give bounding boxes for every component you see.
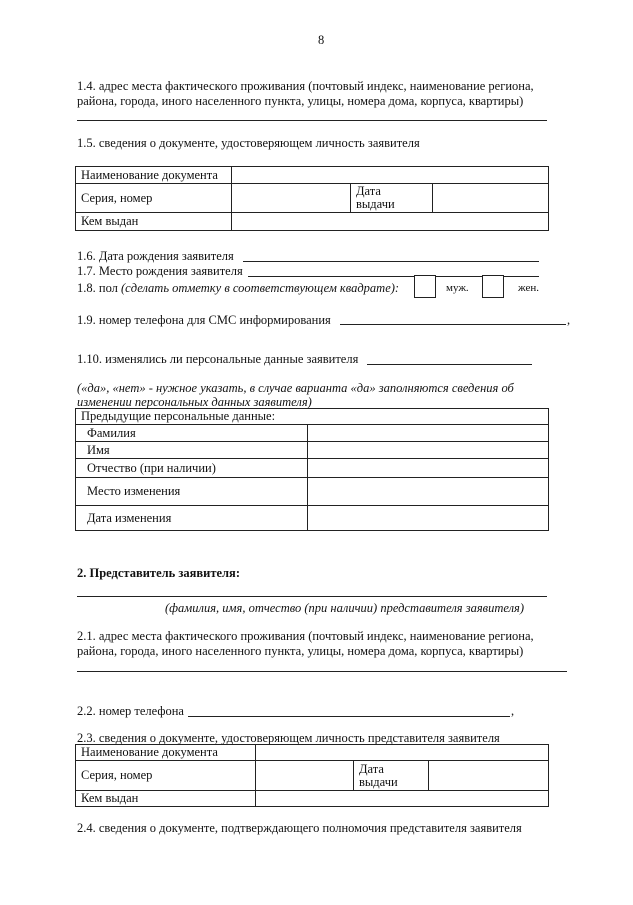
surname-label: Фамилия — [76, 425, 308, 442]
name-field[interactable] — [308, 442, 549, 459]
date-change-field[interactable] — [308, 506, 549, 531]
data-changed-note-line-1: («да», «нет» - нужное указать, в случае варианта «да» заполняются сведения об — [77, 381, 514, 395]
data-changed-fill-line[interactable] — [367, 364, 532, 365]
gender-hint: (сделать отметку в соответствующем квадрате): — [121, 281, 400, 295]
rep-series-number-label: Серия, номер — [76, 761, 256, 791]
section-1-4-line-2: района, города, иного населенного пункта, улицы, номера дома, корпуса, квартиры) — [77, 94, 524, 108]
section-2-1-line-2: района, города, иного населенного пункта, улицы, номера дома, корпуса, квартиры) — [77, 644, 524, 658]
male-checkbox[interactable] — [414, 275, 436, 298]
representative-id-document-table — [75, 744, 549, 807]
data-changed-label: 1.10. изменялись ли персональные данные заявителя — [77, 352, 359, 366]
section-2-1-line-1: 2.1. адрес места фактического проживания (почтовый индекс, наименование региона, — [77, 629, 534, 643]
surname-field[interactable] — [308, 425, 549, 442]
doc-name-label: Наименование документа — [76, 167, 232, 184]
series-number-label: Серия, номер — [76, 184, 232, 213]
rep-phone-fill-line[interactable] — [188, 716, 510, 717]
rep-address-fill-line[interactable] — [77, 671, 567, 672]
issue-date-label: Дата выдачи — [351, 184, 433, 213]
birth-date-label: 1.6. Дата рождения заявителя — [77, 249, 234, 263]
rep-phone-comma: , — [511, 704, 515, 718]
birth-date-fill-line[interactable] — [243, 261, 539, 262]
rep-phone-label: 2.2. номер телефона — [77, 704, 184, 718]
rep-issue-date-label: Дата выдачи — [354, 761, 429, 791]
data-changed-note-line-2: изменении персональных данных заявителя) — [77, 395, 312, 409]
sms-phone-label: 1.9. номер телефона для СМС информирования — [77, 313, 331, 327]
rep-issue-date-field[interactable] — [429, 761, 549, 791]
rep-doc-name-field[interactable] — [256, 745, 549, 761]
female-checkbox[interactable] — [482, 275, 504, 298]
sms-phone-fill-line[interactable] — [340, 324, 566, 325]
doc-name-field[interactable] — [232, 167, 549, 184]
female-label: жен. — [518, 282, 539, 294]
name-label: Имя — [76, 442, 308, 459]
patronymic-field[interactable] — [308, 459, 549, 478]
date-change-label: Дата изменения — [76, 506, 308, 531]
section-2-3-heading: 2.3. сведения о документе, удостоверяющем личность представителя заявителя — [77, 731, 500, 745]
place-change-field[interactable] — [308, 478, 549, 506]
rep-series-number-field[interactable] — [256, 761, 354, 791]
place-change-label: Место изменения — [76, 478, 308, 506]
representative-caption: (фамилия, имя, отчество (при наличии) представителя заявителя) — [165, 601, 525, 615]
issued-by-field[interactable] — [232, 213, 549, 231]
page-number: 8 — [318, 33, 325, 47]
previous-personal-data-table — [75, 408, 549, 531]
representative-fill-line[interactable] — [77, 596, 547, 597]
section-2-4-heading: 2.4. сведения о документе, подтверждающего полномочия представителя заявителя — [77, 821, 522, 835]
sms-phone-comma: , — [567, 313, 571, 327]
rep-issued-by-label: Кем выдан — [76, 791, 256, 807]
rep-issued-by-field[interactable] — [256, 791, 549, 807]
representative-heading: 2. Представитель заявителя: — [77, 566, 240, 580]
birth-place-label: 1.7. Место рождения заявителя — [77, 264, 243, 278]
rep-doc-name-label: Наименование документа — [76, 745, 256, 761]
issued-by-label: Кем выдан — [76, 213, 232, 231]
section-1-4-line-1: 1.4. адрес места фактического проживания (почтовый индекс, наименование региона, — [77, 79, 534, 93]
issue-date-field[interactable] — [433, 184, 549, 213]
male-label: муж. — [446, 282, 469, 294]
patronymic-label: Отчество (при наличии) — [76, 459, 308, 478]
applicant-id-document-table — [75, 166, 549, 231]
previous-data-header: Предыдущие персональные данные: — [76, 409, 549, 425]
gender-label: 1.8. пол (сделать отметку в соответствующем квадрате): — [77, 281, 400, 295]
address-fill-line[interactable] — [77, 120, 547, 121]
section-1-5-heading: 1.5. сведения о документе, удостоверяющем личность заявителя — [77, 136, 420, 150]
series-number-field[interactable] — [232, 184, 351, 213]
